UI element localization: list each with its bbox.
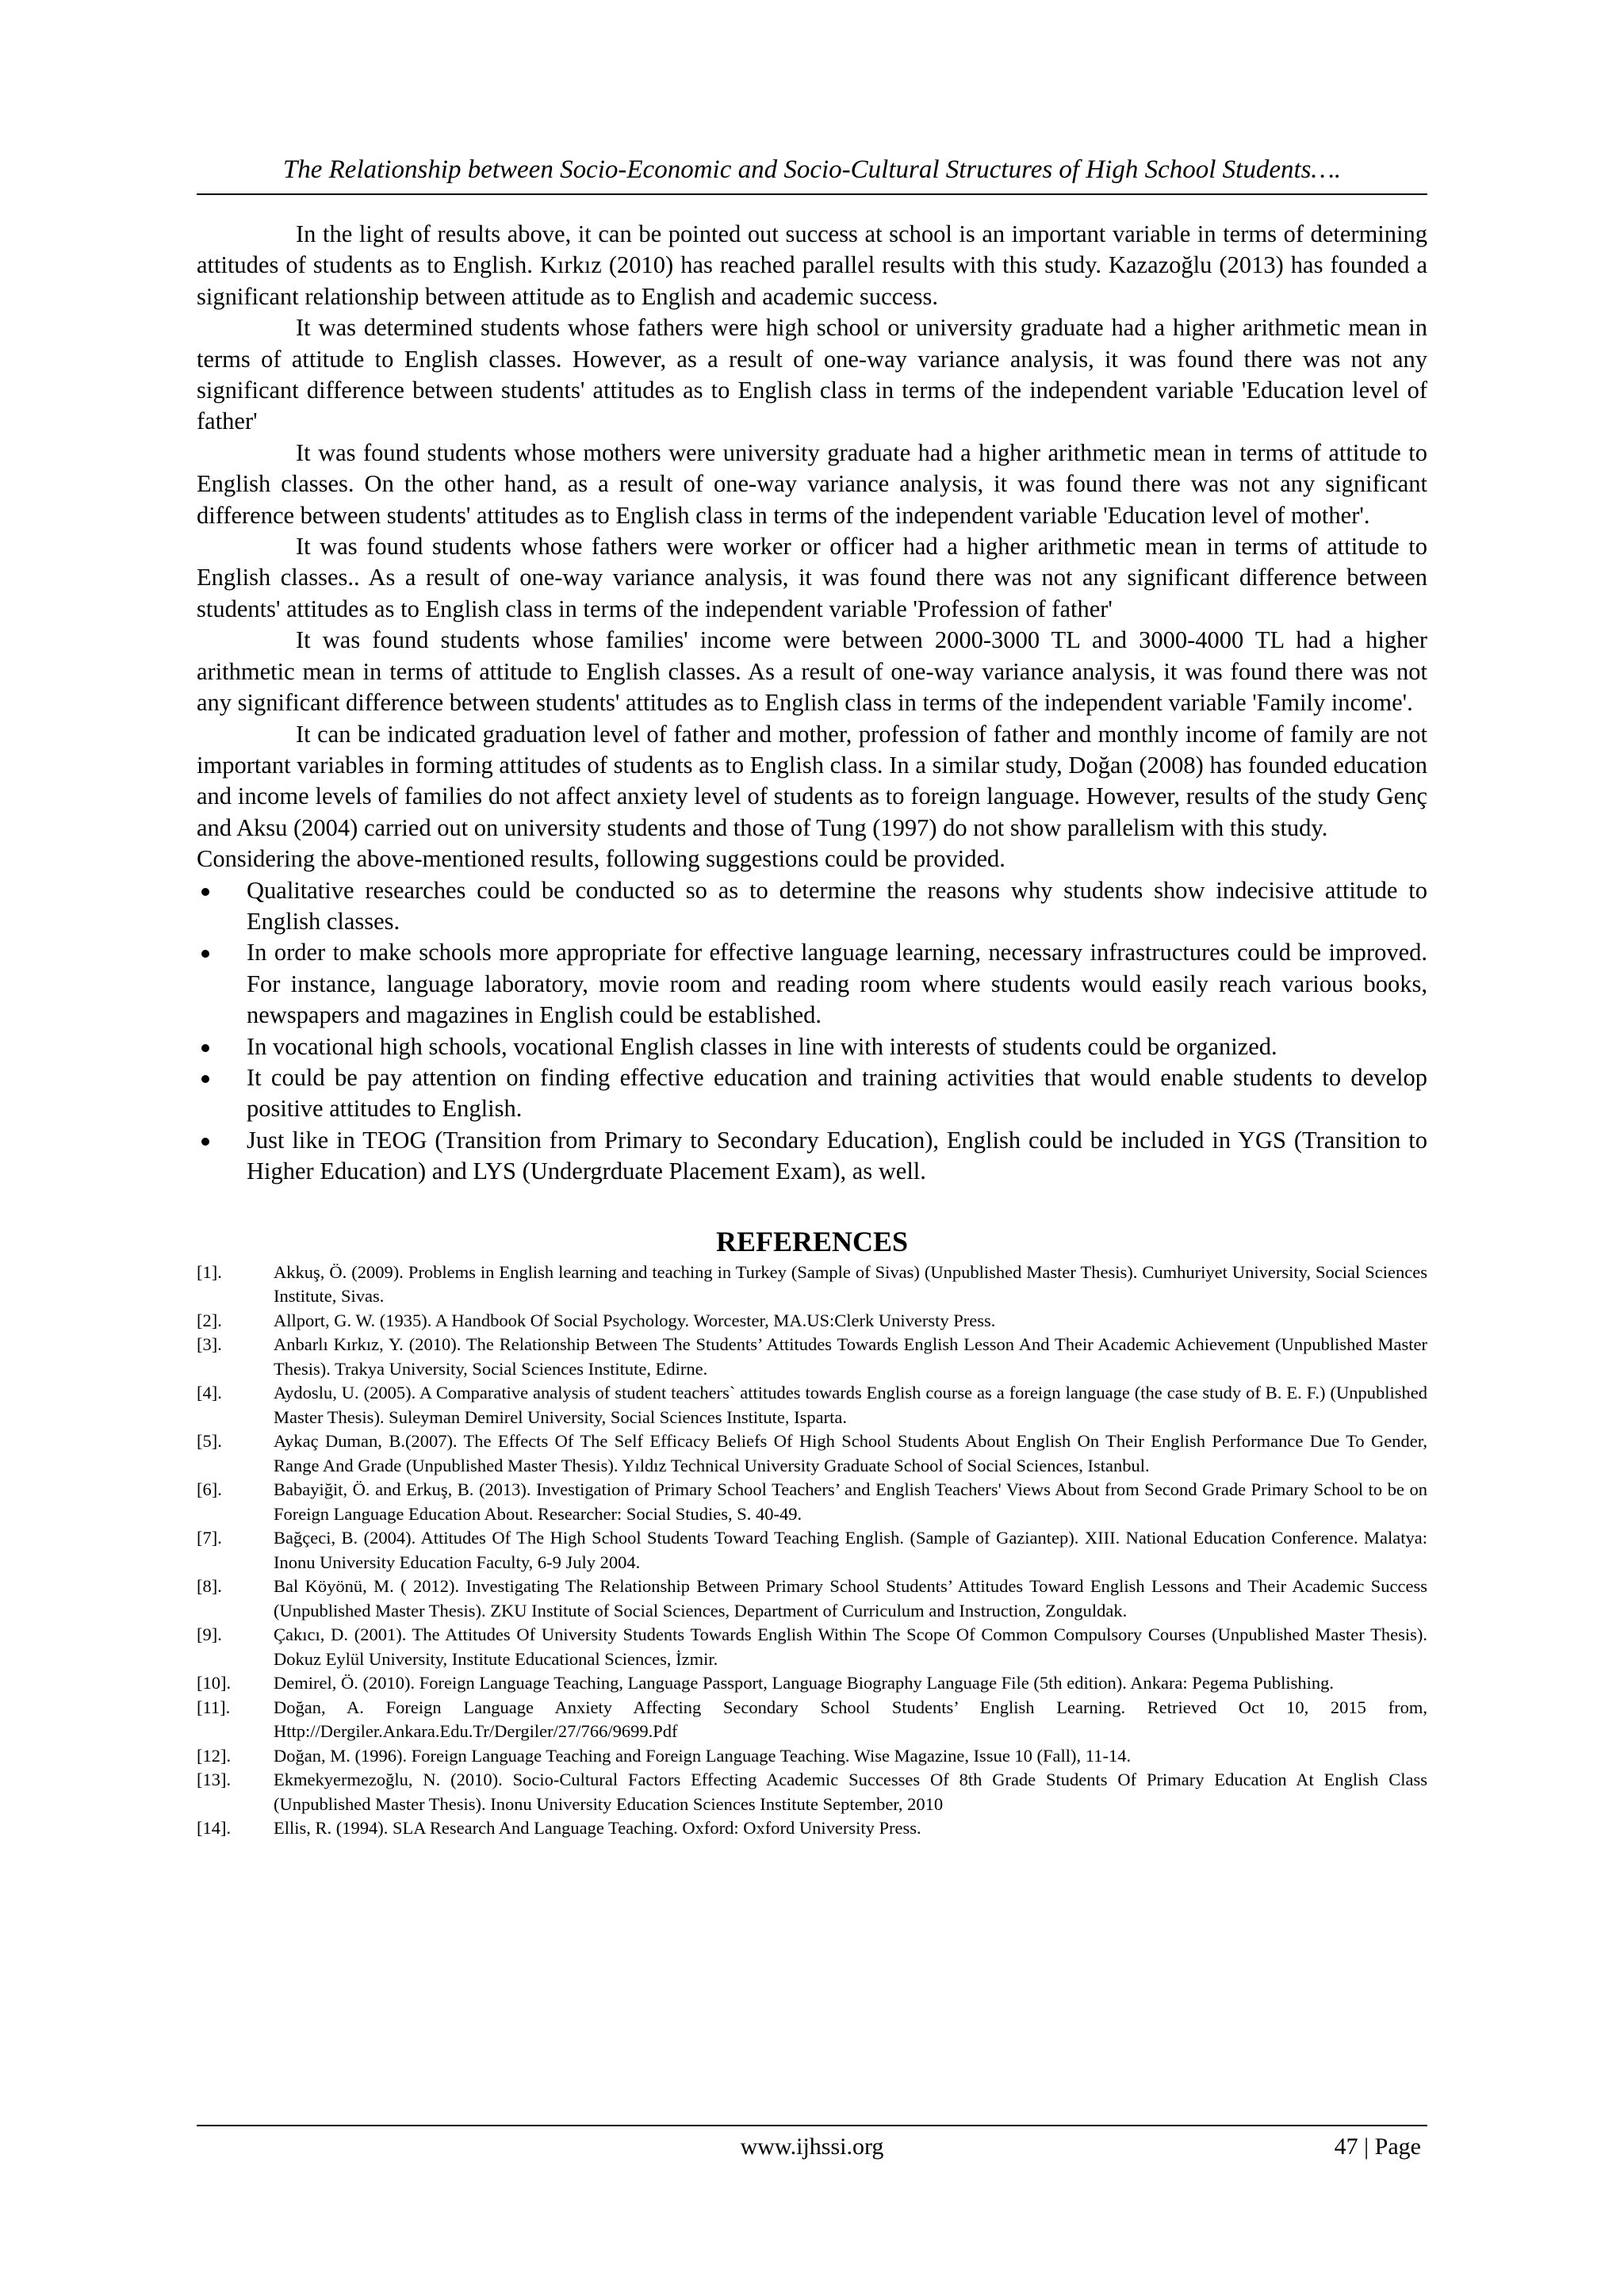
suggestion-item [197,937,1427,1031]
suggestion-text: Qualitative researches could be conducted so as to determine the reasons why students show indecisive attitude to English classes. [247,876,1427,935]
bullet-icon [201,1044,209,1052]
page-footer [197,2131,1427,2163]
reference-item [197,1671,1427,1696]
reference-item [197,1744,1427,1769]
reference-item [197,1816,1427,1841]
bullet-icon [201,888,209,896]
reference-number: [12]. [197,1745,232,1766]
reference-item [197,1478,1427,1526]
suggestion-item [197,1062,1427,1125]
reference-text: Demirel, Ö. (2010). Foreign Language Teaching, Language Passport, Language Biography Language File (5th edition). Ankara: Pegema Publishing. [274,1673,1335,1693]
body-paragraph: It can be indicated graduation level of father and mother, profession of father and monthly income of family are not important variables in forming attitudes of students as to English class. In a similar study, Doğan (2008) has founded education and income levels of families do not affect anxiety level of students as to foreign language. However, results of the study Genç and Aksu (2004) carried out on university students and those of Tung (1997) do not show parallelism with this study. [197,720,1427,841]
footer-rule [197,2125,1427,2126]
bullet-icon [201,1138,209,1146]
suggestion-text: Just like in TEOG (Transition from Primary to Secondary Education), English could be included in YGS (Transition to Higher Education) and LYS (Undergrduate Placement Exam), as well. [247,1126,1427,1185]
reference-number: [9]. [197,1624,222,1645]
reference-text: Bağçeci, B. (2004). Attitudes Of The High School Students Toward Teaching English. (Sample of Gaziantep). XIII. National Education Conference. Malatya: Inonu University Education Faculty, 6-9 July 2004. [274,1528,1427,1572]
suggestion-text: In order to make schools more appropriate for effective language learning, necessary infrastructures could be improved. For instance, language laboratory, movie room and reading room where students would easily reach various books, newspapers and magazines in English could be established. [247,939,1427,1029]
journal-page [197,0,1427,2296]
reference-item [197,1261,1427,1309]
suggestions-intro: Considering the above-mentioned results, following suggestions could be provided. [197,845,1005,873]
reference-item [197,1696,1427,1744]
suggestion-text: It could be pay attention on finding effective education and training activities that would enable students to develop positive attitudes to English. [247,1063,1427,1123]
reference-text: Bal Köyönü, M. ( 2012). Investigating The Relationship Between Primary School Students’ Attitudes Toward English Lessons and Their Academic Success (Unpublished Master Thesis). ZKU Institute of Social Sciences, Department of Curriculum and Instruction, Zonguldak. [274,1576,1427,1621]
suggestion-item [197,875,1427,938]
reference-text: Ekmekyermezoğlu, N. (2010). Socio-Cultural Factors Effecting Academic Successes Of 8th Grade Students Of Primary Education At English Class (Unpublished Master Thesis). Inonu University Education Sciences Institute September, 2010 [274,1770,1427,1814]
body-paragraph: It was determined students whose fathers were high school or university graduate had a higher arithmetic mean in terms of attitude to English classes. However, as a result of one-way variance analysis, it was found there was not any significant difference between students' attitudes as to English class in terms of the independent variable 'Education level of father' [197,314,1427,435]
reference-number: [11]. [197,1697,231,1717]
reference-text: Babayiğit, Ö. and Erkuş, B. (2013). Investigation of Primary School Teachers’ and English Teachers' Views About from Second Grade Primary School to be on Foreign Language Education About. Researcher: Social Studies, S. 40-49. [274,1479,1427,1524]
bullet-icon [201,950,209,958]
article-body [197,219,1427,1841]
reference-item [197,1623,1427,1671]
body-paragraph: It was found students whose fathers were worker or officer had a higher arithmetic mean in terms of attitude to English classes.. As a result of one-way variance analysis, it was found there was not any significant difference between students' attitudes as to English class in terms of the independent variable 'Profession of father' [197,533,1427,622]
reference-number: [2]. [197,1310,222,1330]
reference-text: Akkuş, Ö. (2009). Problems in English learning and teaching in Turkey (Sample of Sivas) (Unpublished Master Thesis). Cumhuriyet University, Social Sciences Institute, Sivas. [274,1261,1427,1307]
reference-item [197,1381,1427,1429]
reference-item [197,1768,1427,1816]
body-paragraph: It was found students whose families' income were between 2000-3000 TL and 3000-4000 TL had a higher arithmetic mean in terms of attitude to English classes. As a result of one-way variance analysis, it was found there was not any significant difference between students' attitudes as to English class in terms of the independent variable 'Family income'. [197,626,1427,717]
reference-item [197,1309,1427,1334]
references-list [197,1261,1427,1841]
reference-number: [3]. [197,1334,222,1355]
reference-number: [5]. [197,1431,222,1452]
reference-number: [1]. [197,1261,222,1282]
journal-website: www.ijhssi.org [740,2133,884,2160]
bullet-icon [201,1075,209,1083]
reference-item [197,1429,1427,1478]
reference-number: [14]. [197,1818,232,1839]
reference-text: Aydoslu, U. (2005). A Comparative analysis of student teachers` attitudes towards English course as a foreign language (the case study of B. E. F.) (Unpublished Master Thesis). Suleyman Demirel University, Social Sciences Institute, Isparta. [274,1383,1427,1427]
reference-text: Doğan, A. Foreign Language Anxiety Affecting Secondary School Students’ English Learning. Retrieved Oct 10, 2015 from, Http://Dergiler.Ankara.Edu.Tr/Dergiler/27/766/9699.Pdf [274,1697,1427,1742]
reference-item [197,1333,1427,1381]
reference-number: [7]. [197,1528,222,1548]
suggestion-item [197,1031,1427,1062]
suggestion-text: In vocational high schools, vocational English classes in line with interests of students could be organized. [247,1032,1277,1060]
references-heading: REFERENCES [715,1225,909,1257]
body-paragraph: It was found students whose mothers were university graduate had a higher arithmetic mean in terms of attitude to English classes. On the other hand, as a result of one-way variance analysis, it was found there was not any significant difference between students' attitudes as to English class in terms of the independent variable 'Education level of mother'. [197,438,1427,529]
reference-text: Çakıcı, D. (2001). The Attitudes Of University Students Towards English Within The Scope Of Common Compulsory Courses (Unpublished Master Thesis). Dokuz Eylül University, Institute Educational Sciences, İzmir. [274,1624,1427,1669]
suggestions-list [197,875,1427,1188]
reference-text: Aykaç Duman, B.(2007). The Effects Of The Self Efficacy Beliefs Of High School Students About English On Their English Performance Due To Gender, Range And Grade (Unpublished Master Thesis). Yıldız Technical University Graduate School of Social Sciences, Istanbul. [274,1431,1427,1475]
reference-number: [10]. [197,1673,232,1693]
reference-text: Ellis, R. (1994). SLA Research And Language Teaching. Oxford: Oxford University Press. [274,1818,921,1839]
reference-text: Doğan, M. (1996). Foreign Language Teaching and Foreign Language Teaching. Wise Magazine, Issue 10 (Fall), 11-14. [274,1745,1132,1766]
header-rule [197,193,1427,195]
reference-number: [13]. [197,1770,232,1790]
reference-number: [8]. [197,1576,222,1597]
reference-item [197,1526,1427,1575]
page-number: 47 | Page [1334,2133,1421,2160]
running-head-title: The Relationship between Socio-Economic and Socio-Cultural Structures of High School Students…. [282,155,1342,184]
suggestion-item [197,1125,1427,1188]
reference-text: Allport, G. W. (1935). A Handbook Of Social Psychology. Worcester, MA.US:Clerk Universty Press. [274,1310,996,1330]
reference-text: Anbarlı Kırkız, Y. (2010). The Relationship Between The Students’ Attitudes Towards English Lesson And Their Academic Achievement (Unpublished Master Thesis). Trakya University, Social Sciences Institute, Edirne. [274,1334,1427,1379]
reference-number: [6]. [197,1479,222,1500]
body-paragraph: In the light of results above, it can be pointed out success at school is an important variable in terms of determining attitudes of students as to English. Kırkız (2010) has reached parallel results with this study. Kazazoğlu (2013) has founded a significant relationship between attitude as to English and academic success. [197,220,1427,310]
reference-number: [4]. [197,1383,222,1403]
reference-item [197,1575,1427,1623]
